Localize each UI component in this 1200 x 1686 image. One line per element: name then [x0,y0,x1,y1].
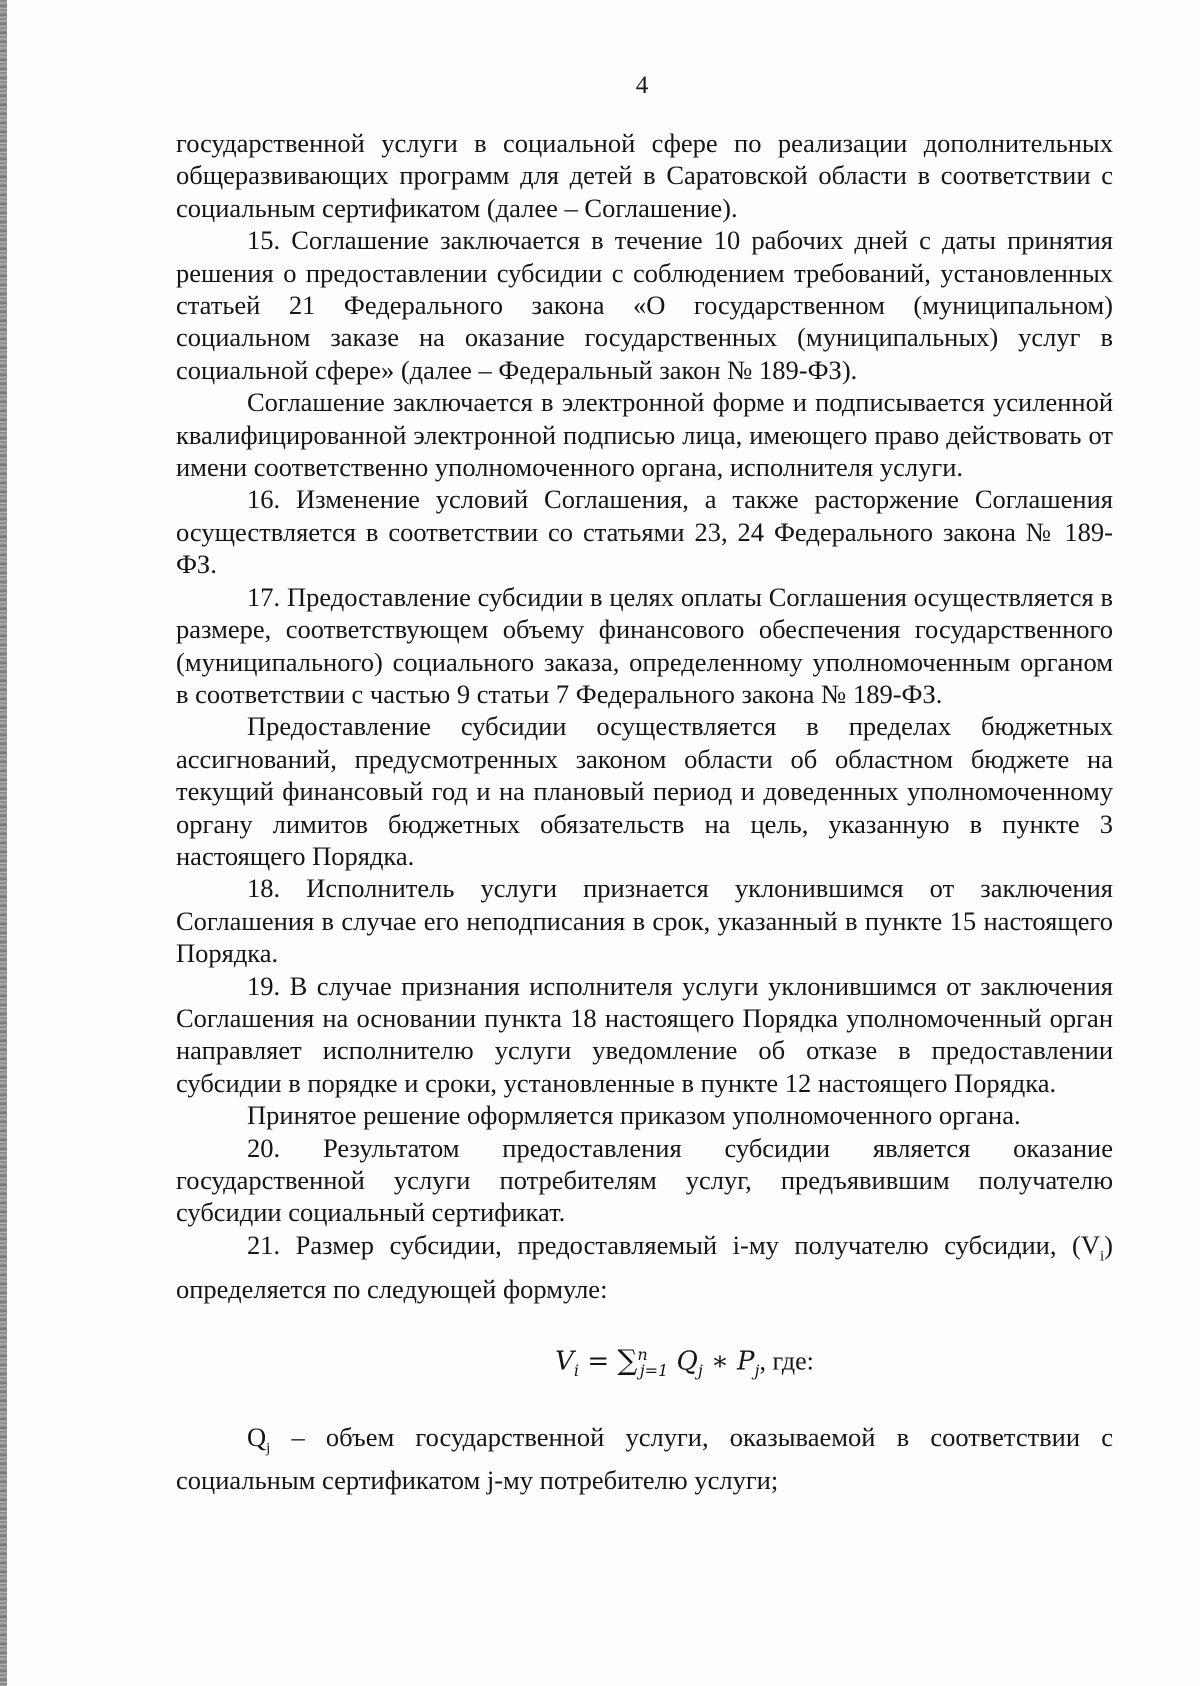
paragraph-signing: Соглашение заключается в электронной форме и подписывается усиленной квалифицированной электронной подписью лица, имеющего право действовать от имени соответственно уполномоченного органа, исполнителя услуги. [176,387,1113,483]
paragraph-decision: Принятое решение оформляется приказом уполномоченного органа. [247,1100,1021,1131]
paragraph-item-18: 18. Исполнитель услуги признается уклонившимся от заключения Соглашения в случае его неподписания в срок, указанный в пункте 15 настоящего Порядка. [176,873,1113,969]
formula-op: ∗ [711,1346,729,1377]
paragraph-continuation: государственной услуги в социальной сфере по реализации дополнительных общеразвивающих программ для детей в Саратовской области в соответствии с социальным сертификатом (далее – Соглашение). [176,128,1113,223]
formula-sum: ∑ [617,1343,638,1377]
paragraph-item-17: 17. Предоставление субсидии в целях оплаты Соглашения осуществляется в размере, соответствующем объему финансового обеспечения государственного (муниципального) социального заказа, определенному уполномоченным органом в соответствии с частью 9 статьи 7 Федерального закона № 189-ФЗ. [176,581,1113,709]
definition-q [176,1421,1113,1497]
formula-eq: = [587,1346,610,1377]
paragraph-item-19: 19. В случае признания исполнителя услуги уклонившимся от заключения Соглашения на основании пункта 18 настоящего Порядка уполномоченный орган направляет исполнителю услуги уведомление об отказе в предоставлении субсидии в порядке и сроки, установленные в пункте 12 настоящего Порядка. [176,970,1113,1098]
page-number: 4 [635,72,649,99]
paragraph-budget: Предоставление субсидии осуществляется в пределах бюджетных ассигнований, предусмотренных законом области об областном бюджете на текущий финансовый год и на плановый период и доведенных уполномоченному органу лимитов бюджетных обязательств на цель, указанную в пункте 3 настоящего Порядка. [176,711,1113,871]
p21-after: ) определяется по следующей формуле: [176,1229,1113,1304]
definition-q-sub: j [266,1440,271,1457]
formula-tail: , где: [759,1346,814,1376]
subsidy-formula [176,1335,1113,1391]
paragraph-item-20: 20. Результатом предоставления субсидии является оказание государственной услуги потребителям услуг, предъявившим получателю субсидии социальный сертификат. [176,1132,1113,1228]
paragraph-item-16: 16. Изменение условий Соглашения, а также расторжение Соглашения осуществляется в соответствии со статьями 23, 24 Федерального закона № 189-ФЗ. [176,484,1113,580]
formula-lhs-sub: i [573,1360,580,1380]
formula-sum-sup: n [637,1344,648,1364]
formula-p-sub: j [754,1360,760,1380]
p21-sub: i [1100,1248,1105,1265]
definition-q-sym: Q [247,1421,267,1452]
document-body [176,127,1113,1497]
formula-q: Q [676,1346,698,1377]
paragraph-item-15: 15. Соглашение заключается в течение 10 рабочих дней с даты принятия решения о предоставлении субсидии с соблюдением требований, установленных статьей 21 Федерального закона «О государственном (муниципальном) социальном заказе на оказание государственных (муниципальных) услуг в социальной сфере» (далее – Федеральный закон № 189-ФЗ). [176,225,1113,385]
formula-lhs: V [555,1346,574,1377]
p21-before: 21. Размер субсидии, предоставляемый i-му получателю субсидии, (V [247,1229,1100,1260]
formula-p: P [737,1346,755,1377]
definition-q-text: – объем государственной услуги, оказываемой в соответствии с социальным сертификатом j-му потребителю услуги; [176,1421,1113,1496]
formula-sum-sub: j=1 [639,1360,669,1380]
scan-edge-decoration [0,0,7,1686]
formula-q-sub: j [697,1360,703,1380]
paragraph-item-21 [176,1229,1113,1305]
